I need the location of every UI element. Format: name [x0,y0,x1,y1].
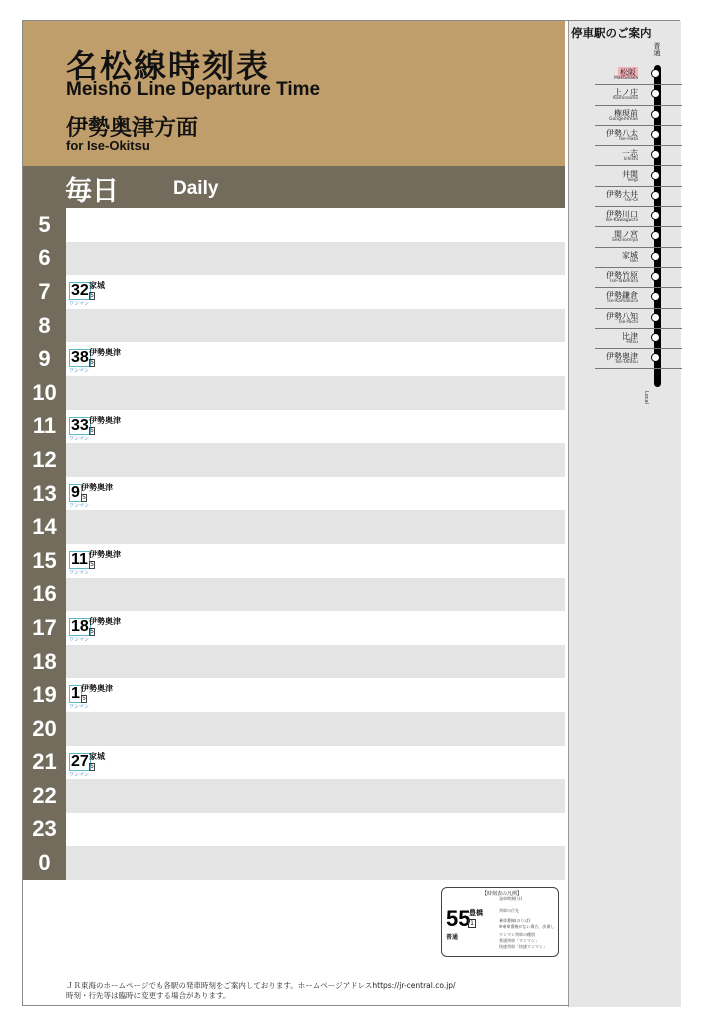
stop-name-en: Ise-Okitsu [615,360,638,366]
departure-destination: 家城 [89,751,105,761]
platform-number: 5 [90,359,94,367]
hour-row [23,443,565,477]
hour-row [23,846,565,880]
stop-name-ja: 伊勢大井 [606,189,638,199]
train-type: ワンマン [69,637,90,644]
hour-row [23,746,565,780]
stop-marker-icon [651,353,660,362]
stop-name-en: Ise-Kawaguchi [605,218,638,224]
stop-name-ja: 上ノ庄 [614,88,638,98]
hour-row [23,611,565,645]
hour-label: 11 [23,410,66,444]
stop-marker-icon [651,292,660,301]
stop-name-ja: 一志 [622,149,638,159]
timetable-sheet [22,20,680,1006]
departure-entry [69,681,129,709]
departure-entry [69,413,129,441]
departure-minute: 1 [71,685,80,703]
train-type: ワンマン [69,502,90,509]
legend-minute: 55 [446,906,471,931]
stop-name-en: Ise-Takehara [610,279,638,284]
title-english: Meishō Line Departure Time [66,79,321,100]
departure-destination: 伊勢奥津 [81,482,113,492]
stop-marker-icon [651,130,660,139]
hour-label: 12 [23,443,66,477]
hour-label: 5 [23,208,66,242]
stop-guide-panel [568,21,681,1007]
hour-label: 0 [23,846,66,880]
hour-label: 13 [23,477,66,511]
service-label-english: Local [643,391,649,404]
stop-name-ja: 松阪 [620,68,636,77]
stop-name-ja: 伊勢川口 [606,210,638,220]
departure-destination: 家城 [89,281,105,291]
hour-label: 22 [23,779,66,813]
service-label: 普通 [653,42,661,57]
stop-name-ja: 伊勢鎌倉 [606,291,638,301]
departure-destination: 伊勢奥津 [89,415,121,425]
hour-label: 9 [23,342,66,376]
platform-number: 5 [82,695,86,703]
departure-entry [69,480,129,508]
stop-item [573,146,682,166]
stop-marker-icon [651,252,660,261]
hour-row [23,342,565,376]
train-type: ワンマン [69,704,90,711]
legend-note: 乗車番線(のりば) [499,918,531,923]
hour-label: 18 [23,645,66,679]
stop-item [573,187,682,207]
stop-divider [595,368,682,369]
departure-minute: 27 [71,752,89,770]
timetable-header [23,21,565,166]
stop-marker-icon [651,313,660,322]
stop-marker-icon [651,89,660,98]
stop-name-en: Sekinomiya [611,238,638,244]
legend-note: ワンマン列車の種別 [499,932,535,937]
stop-marker-icon [651,272,660,281]
legend-train-type: 普通 [446,934,459,941]
stop-marker-icon [651,231,660,240]
hour-label: 10 [23,376,66,410]
stop-item [573,309,682,329]
stop-name-en: Gongemmae [608,116,638,122]
hour-row [23,309,565,343]
departure-entry [69,547,129,575]
day-type-english: Daily [173,178,219,199]
stop-marker-icon [651,69,660,78]
hour-label: 23 [23,813,66,847]
hour-row [23,208,565,242]
stop-item [573,227,682,247]
hour-label: 7 [23,275,66,309]
stop-item [573,248,682,268]
platform-number: 5 [90,292,94,300]
stop-item [573,207,682,227]
hour-row [23,410,565,444]
departure-destination: 伊勢奥津 [81,684,113,694]
legend-box [441,887,559,957]
hour-label: 19 [23,678,66,712]
stop-name-ja: 伊勢竹原 [606,271,638,280]
hour-label: 14 [23,510,66,544]
stop-name-en: Ichishi [623,157,638,163]
direction-japanese: 伊勢奥津方面 [66,116,199,141]
departure-destination: 伊勢奥津 [89,549,121,559]
hour-row [23,242,565,276]
stop-item [573,106,682,126]
stop-item [573,349,682,369]
hour-row [23,813,565,847]
stop-name-ja: 関ノ宮 [614,230,638,240]
platform-number: 5 [82,493,86,501]
stop-name-ja: 伊勢八知 [606,311,638,321]
hour-label: 16 [23,578,66,612]
departure-minute: 9 [71,483,80,501]
departure-minute: 38 [71,349,89,367]
hour-label: 20 [23,712,66,746]
train-type: ワンマン [69,301,90,308]
departure-entry [69,345,129,373]
train-type: ワンマン [69,435,90,442]
hour-row [23,712,565,746]
footnote [66,981,456,1001]
stop-marker-icon [651,110,660,119]
legend-note: ※乗車番線がない場合、次乗し [499,924,555,929]
legend-note: 発車時刻(分) [499,896,523,901]
hour-row [23,510,565,544]
departure-minute: 18 [71,618,89,636]
legend-note: 普通列車「ワンマン」 [499,938,539,943]
stop-marker-icon [651,171,660,180]
hour-row [23,678,565,712]
train-type: ワンマン [69,569,90,576]
legend-destination: 豊橋 [469,909,483,917]
hour-label: 6 [23,242,66,276]
departure-minute: 11 [71,550,88,568]
stop-name-en: Matsusaka [614,76,638,81]
stop-name-en: Kaminoshō [613,96,638,102]
departure-minute: 32 [71,282,89,300]
departure-destination: 伊勢奥津 [89,617,121,627]
hour-row [23,376,565,410]
day-type-band [23,166,565,208]
hour-row [23,275,565,309]
stop-name-ja: 権現前 [614,108,638,118]
stop-name-en: Ise-Yachi [619,319,638,325]
stop-item [573,288,682,308]
stop-marker-icon [651,211,660,220]
timetable-rows [23,208,565,880]
departure-destination: 伊勢奥津 [89,348,121,358]
departure-entry [69,278,129,306]
hour-label: 15 [23,544,66,578]
stop-item [573,167,682,187]
direction-english: for Ise-Okitsu [66,138,150,153]
day-type-japanese: 毎日 [65,176,119,207]
departure-entry [69,749,129,777]
stop-name-en: Isegi [627,177,638,183]
departure-minute: 33 [71,416,89,434]
hour-label: 21 [23,746,66,780]
stop-name-ja: 伊勢八太 [606,128,638,138]
hour-row [23,578,565,612]
footnote-line: ＪＲ東海のホームページでも各駅の発車時刻をご案内しております。ホームページアドレスhttps://jr-central.co.jp/ [66,981,456,990]
hour-row [23,544,565,578]
departure-entry [69,614,129,642]
stop-name-en: Ise-Ōi [625,197,638,203]
stop-name-en: Ise-Hata [619,136,638,142]
stop-item [573,126,682,146]
legend-platform: 1 [468,919,476,928]
stop-name-ja: 伊勢奥津 [606,352,638,362]
stop-marker-icon [651,191,660,200]
stop-marker-icon [651,150,660,159]
stop-marker-icon [651,333,660,342]
hour-row [23,645,565,679]
train-type: ワンマン [69,368,90,375]
platform-number: 5 [90,560,94,568]
stop-name-en: Hitsu [626,339,638,345]
footnote-line: 時刻・行先等は臨時に変更する場合があります。 [66,991,231,1000]
hour-label: 8 [23,309,66,343]
stop-item [573,329,682,349]
platform-number: 5 [90,426,94,434]
hour-row [23,477,565,511]
stop-name-ja: 井関 [622,169,638,179]
stop-name-ja: 家城 [622,250,638,260]
platform-number: 5 [90,628,94,636]
hour-label: 17 [23,611,66,645]
stop-name-en: Ise-Kamakura [607,299,638,305]
stop-guide-title: 停車駅のご案内 [571,26,652,40]
legend-note: 列車の行先 [499,908,519,913]
stop-name-en: Ieki [630,258,638,264]
stop-item [573,85,682,105]
legend-title: 【時刻表の凡例】 [482,891,523,897]
stop-name-ja: 比津 [622,331,638,341]
title-japanese: 名松線時刻表 [66,47,271,85]
legend-note: 快速列車「快速ワンマン」 [499,944,547,949]
train-type: ワンマン [69,771,90,778]
stop-item [573,268,682,288]
hour-row [23,779,565,813]
platform-number: 5 [90,762,94,770]
stop-item [573,65,682,85]
